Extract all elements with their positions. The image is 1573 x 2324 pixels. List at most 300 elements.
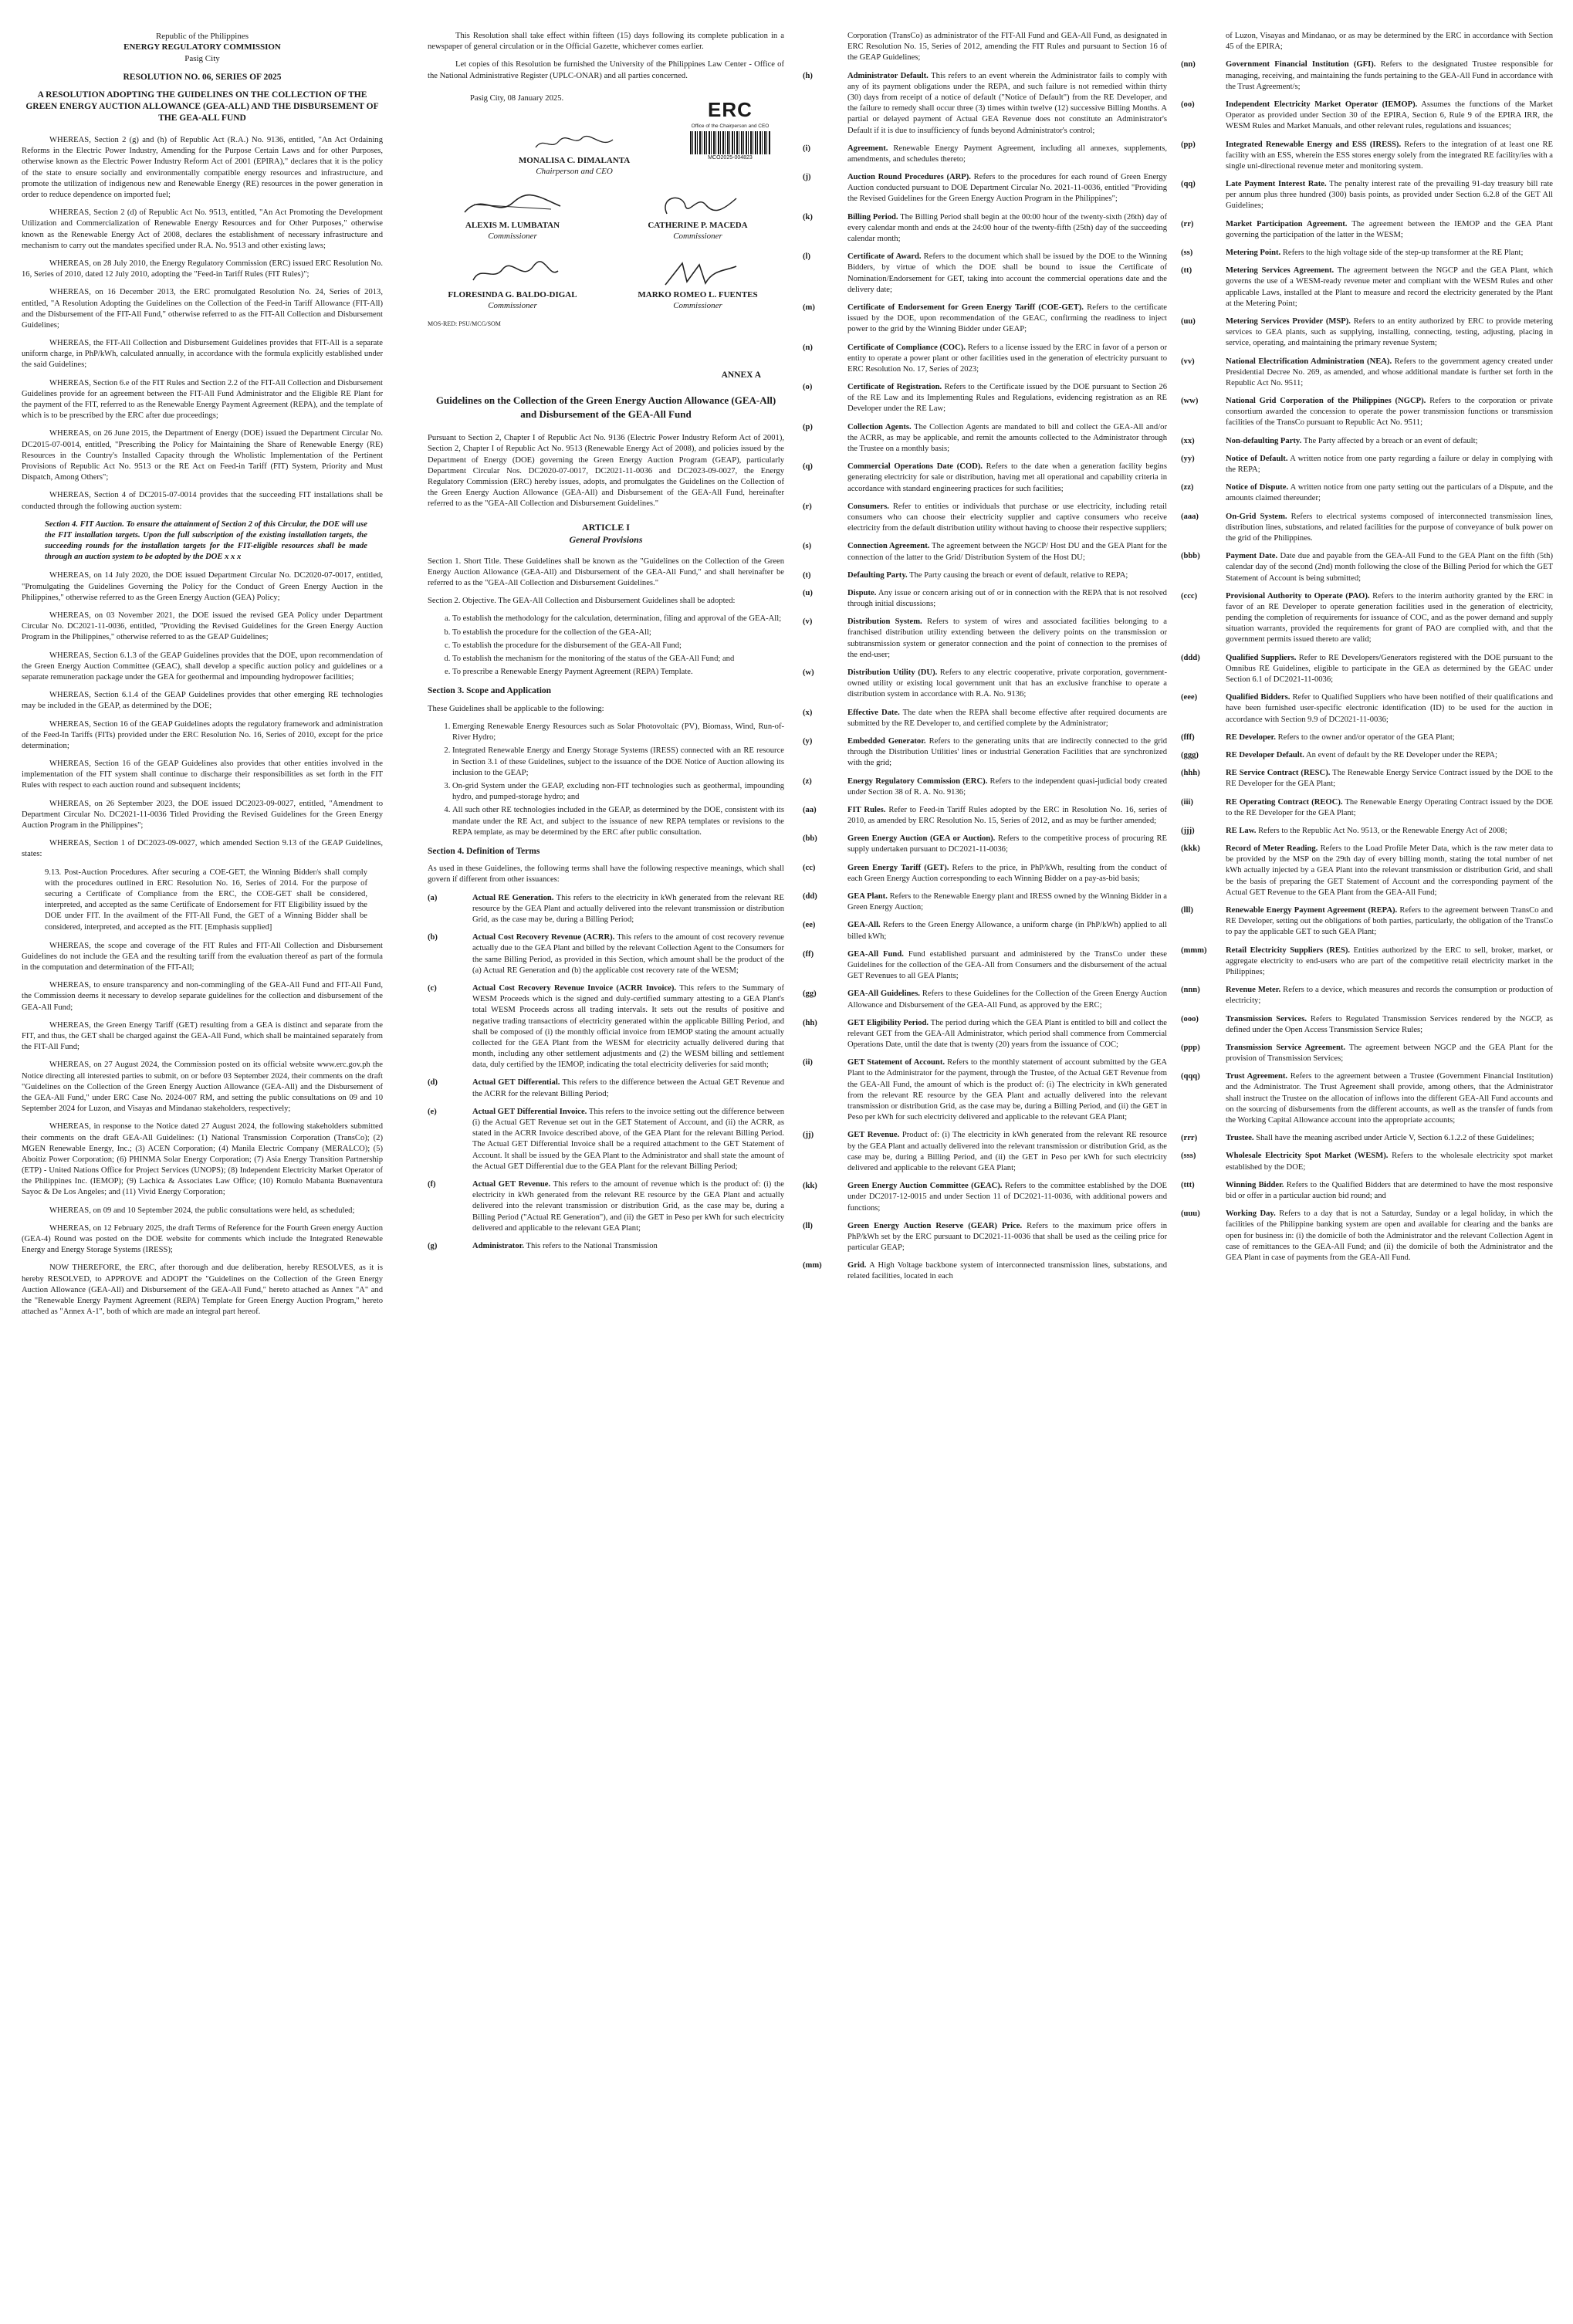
definition-key: (b) bbox=[428, 933, 438, 942]
definition-term: Wholesale Electricity Spot Market (WESM). bbox=[1226, 1152, 1389, 1161]
whereas-clause: WHEREAS, Section 16 of the GEAP Guidelines also provides that other entities involved in the implementation of the FIT system shall continue to discharge their responsibilities as set forth in the FIT Rules with respect to each auction round and subsequent incidents; bbox=[22, 759, 383, 790]
definition-term: Market Participation Agreement. bbox=[1226, 219, 1348, 228]
definition-key: (y) bbox=[803, 736, 813, 746]
list-item: c. To establish the procedure for the disbursement of the GEA-All Fund; bbox=[452, 641, 784, 651]
definition-text: Refers to these Guidelines for the Collection of the Green Energy Auction Allowance and Disbursement of the GEA-All Fund, as approved by the ERC; bbox=[847, 989, 1167, 1010]
guidelines-title: Guidelines on the Collection of the Green Energy Auction Allowance (GEA-All) and Disbursement of the GEA-All Fund bbox=[435, 394, 776, 420]
definition-item bbox=[803, 949, 1167, 983]
definition-term: On-Grid System. bbox=[1226, 512, 1287, 521]
definition-item bbox=[803, 708, 1167, 729]
definition-item bbox=[1181, 1151, 1553, 1172]
definition-item bbox=[1181, 100, 1553, 133]
definition-key: (lll) bbox=[1181, 906, 1193, 915]
definition-item bbox=[1181, 179, 1553, 212]
definition-item bbox=[803, 172, 1167, 205]
definition-term: GEA Plant. bbox=[847, 892, 888, 901]
definition-term: GEA-All Fund. bbox=[847, 949, 904, 959]
definition-term: Late Payment Interest Rate. bbox=[1226, 180, 1327, 189]
definition-text: The agreement between NGCP and the GEA Plant for the provision of Transmission Services; bbox=[1226, 1043, 1553, 1064]
definition-body bbox=[847, 382, 1167, 415]
definition-key: (eee) bbox=[1181, 693, 1198, 702]
definition-key: (vv) bbox=[1181, 357, 1195, 366]
definition-body bbox=[847, 212, 1167, 245]
definition-key: (u) bbox=[803, 588, 813, 597]
pursuant-clause: Pursuant to Section 2, Chapter I of Republic Act No. 9136 (Electric Power Industry Reform Act of 2001), Section 2, Chapter I of Republic Act No. 9513 (Renewable Energy Act of 2008), and policies issued by the Department of Energy (DOE) governing the Green Energy Auction Program (GEAP), particularly Department Circular Nos. DC2020-07-0017, DC2021-11-0036 and DC2023-09-0027, the Energy Regulatory Commission (ERC) hereby issues, adopts, and promulgates the Guidelines on the Collection of the Green Energy Auction Allowance (GEA-All) and Disbursement of the GEA-All Fund, hereinafter referred to as the "GEA-All Collection and Disbursement Guidelines." bbox=[428, 434, 784, 509]
definition-body bbox=[1226, 59, 1553, 93]
commissioner-role: Commissioner bbox=[488, 232, 537, 242]
definition-key: (j) bbox=[803, 173, 811, 182]
definition-term: RE Developer Default. bbox=[1226, 750, 1304, 759]
commissioner-role: Commissioner bbox=[673, 301, 722, 311]
definition-key: (x) bbox=[803, 708, 813, 717]
definition-key: (p) bbox=[803, 422, 813, 431]
definition-term: Green Energy Auction Committee (GEAC). bbox=[847, 1182, 1003, 1191]
commissioner-signatory bbox=[617, 189, 779, 242]
definition-term: Qualified Suppliers. bbox=[1226, 653, 1297, 662]
definition-body bbox=[1226, 768, 1553, 790]
definition-term: Certificate of Endorsement for Green Energy Tariff (COE-GET). bbox=[847, 303, 1084, 312]
definition-body bbox=[1226, 436, 1553, 447]
definition-text: The Renewable Energy Operating Contract issued by the DOE to the RE Developer for the GEA Plant; bbox=[1226, 797, 1553, 817]
definition-key: (mmm) bbox=[1181, 945, 1207, 955]
definition-body bbox=[847, 863, 1167, 885]
definition-item bbox=[803, 920, 1167, 942]
definition-body bbox=[847, 588, 1167, 610]
definition-key: (rr) bbox=[1181, 219, 1194, 228]
definition-text: The Collection Agents are mandated to bill and collect the GEA-All and/or the ACRR, as may be applicable, and remit the amounts collected to the Administrator through the Trustee on a monthly basis; bbox=[847, 422, 1167, 453]
section-4-title: Section 4. Definition of Terms bbox=[428, 846, 540, 856]
definition-text: Refers to electrical systems composed of interconnected transmission lines, distribution lines, substations, and related facilities for the purpose of conveyance of bulk power on the grid of the Philippines. bbox=[1226, 512, 1553, 543]
signature-icon bbox=[458, 189, 567, 220]
definition-text: Refers to the generating units that are indirectly connected to the grid through the Distribution Utilities' lines or industrial Generation Facilities that are synchronized with the grid; bbox=[847, 736, 1167, 768]
list-item: 2. Integrated Renewable Energy and Energy Storage Systems (IRESS) connected with an RE resource in Section 3.1 of these Guidelines, subject to the issuance of the DOE Notice of Auction allowing its inclusion to the GEAP; bbox=[452, 746, 784, 779]
definition-key: (t) bbox=[803, 570, 811, 580]
definition-term: Payment Date. bbox=[1226, 552, 1278, 561]
definition-item bbox=[428, 932, 784, 976]
definition-text: This refers to the Summary of WESM Proceeds which is the signed and duly-certified summary attesting to a GEA Plant's total WESM Proceeds across all trading intervals. It sets out the results of positive and negative trading transactions of electricity generated within the applicable Billing Period, and shall be composed of (i) the monthly official invoice from IEMOP stating the amount actually collected for the GEA Plant from the WESM for electricity actually delivered during that month, including any other settlement adjustments and (2) the WESM billing and settlement data, duly certified by the IEMOP, indicating the total electricity deliveries for said month; bbox=[472, 983, 784, 1070]
definition-body bbox=[472, 1077, 784, 1099]
definition-key: (nnn) bbox=[1181, 986, 1200, 995]
whereas-clause: WHEREAS, Section 6.1.3 of the GEAP Guidelines provides that the DOE, upon recommendation of the Green Energy Auction Committee (GEAC), shall develop a specific auction policy and guidelines or a separate remuneration package under the GEA for geothermal and impounding hydropower facilities; bbox=[22, 651, 383, 682]
definition-body bbox=[847, 1221, 1167, 1254]
definition-item bbox=[803, 541, 1167, 563]
definition-term: Actual GET Revenue. bbox=[472, 1179, 551, 1189]
whereas-clause: WHEREAS, on 16 December 2013, the ERC promulgated Resolution No. 24, Series of 2013, entitled, "A Resolution Adopting the Guidelines on the Collection of the Feed-in Tariff Allowance (FIT-All) and the Disbursement of the FIT-All Fund," otherwise referred to as the FIT-All Collection and Disbursement Guidelines; bbox=[22, 288, 383, 330]
effectivity-clause: This Resolution shall take effect within fifteen (15) days following its complete publication in a newspaper of general circulation or in the Official Gazette, whichever comes earlier. bbox=[428, 32, 784, 52]
definition-text: This refers to the National Transmission bbox=[526, 1241, 658, 1250]
definition-text: Any issue or concern arising out of or in connection with the REPA that is not resolved through initial discussions; bbox=[847, 588, 1167, 609]
definition-key: (nn) bbox=[1181, 60, 1196, 69]
definition-body bbox=[847, 1018, 1167, 1051]
definition-body bbox=[1226, 1014, 1553, 1036]
definition-term: Administrator. bbox=[472, 1241, 524, 1250]
definition-key: (qqq) bbox=[1181, 1072, 1200, 1081]
whereas-clause: WHEREAS, Section 2 (d) of Republic Act No. 9513, entitled, "An Act Promoting the Development Utilization and Commercialization of Renewable Energy Resources and for Other Purposes," otherwise known as the Renewable Energy Act of 2008, declares the establishment of necessary infrastructure and mechanism to carry out the mandates specified under R.A. No. 9513 and other existing laws; bbox=[22, 208, 383, 250]
definition-key: (f) bbox=[428, 1179, 436, 1189]
column-4 bbox=[1181, 31, 1553, 2309]
definition-key: (i) bbox=[803, 144, 810, 153]
definition-body bbox=[1226, 551, 1553, 584]
definition-body bbox=[1226, 512, 1553, 545]
definition-text: This refers to the electricity in kWh generated from the relevant RE resource by the GEA Plant and actually delivered into the relevant transmission or distribution Grid, as the case may be, during a Billing Period; bbox=[472, 893, 784, 925]
definition-text: Refers to the agreement between a Trustee (Government Financial Institution) and the Administrator. The Trust Agreement shall provide, among others, that the Administrator shall instruct the Trustee on the allocation of inflows into the different GEA-All Fund accounts and on the sourcing of disbursements from the different accounts, as well as the transfer of funds from the Working Capital Allowance account into the appropriate accounts; bbox=[1226, 1072, 1553, 1125]
definition-text: Refers to the government agency created under Presidential Decree No. 269, as amended, and whose additional mandate is further set forth in the Republic Act No. 9511; bbox=[1226, 357, 1553, 387]
definition-item bbox=[803, 834, 1167, 855]
erc-receipt-stamp bbox=[684, 96, 776, 162]
definition-term: RE Service Contract (RESC). bbox=[1226, 769, 1331, 778]
definition-body bbox=[847, 834, 1167, 855]
definition-item bbox=[1181, 945, 1553, 979]
definition-text: This refers to an event wherein the Administrator fails to comply with any of its payment obligations under the REPA, and such failure is not remedied within thirty (30) days from receipt of a notice of default ("Notice of Default") from the RE Developer, and the failure to remedy shall occur three (3) times within twelve (12) successive Billing Months. A partial or delayed payment of Actual GEA Revenue does not constitute an Administrator's Default if it is due to insufficiency of funds beyond Administrator's control; bbox=[847, 71, 1167, 135]
definition-item bbox=[428, 1241, 784, 1252]
definition-term: Metering Services Provider (MSP). bbox=[1226, 316, 1351, 326]
definition-term: Actual Cost Recovery Revenue Invoice (ACRR Invoice). bbox=[472, 983, 677, 993]
definition-body bbox=[847, 668, 1167, 701]
definition-text: Date due and payable from the GEA-All Fund to the GEA Plant on the fifth (5th) calendar day of the second (2nd) month following the close of the Billing Period for which the GET Statement of Account is being submitted; bbox=[1226, 552, 1553, 583]
column-2 bbox=[428, 31, 784, 2309]
definition-item bbox=[1181, 591, 1553, 646]
definition-body bbox=[847, 252, 1167, 296]
signature-icon bbox=[651, 189, 744, 220]
definition-term: Certificate of Award. bbox=[847, 252, 922, 262]
definition-text: Renewable Energy Payment Agreement, including all annexes, supplements, amendments, and schedules thereto; bbox=[847, 144, 1167, 164]
definition-term: Transmission Service Agreement. bbox=[1226, 1043, 1346, 1052]
whereas-clause: WHEREAS, on 26 June 2015, the Department of Energy (DOE) issued the Department Circular No. DC2015-07-0014, entitled, "Prescribing the Policy for Maintaining the Share of Renewable Energy (RE) Resources in the Country's Installed Capacity through the Wholistic Implementation of the Pertinent Provisions of Republic Act No. 9513 or the RE Act on Feed-in Tariff (FIT) System, Priority and Must Dispatch, Among Others"; bbox=[22, 429, 383, 482]
article-subheading: General Provisions bbox=[569, 533, 643, 545]
definition-item bbox=[803, 1130, 1167, 1174]
definition-body bbox=[1226, 826, 1553, 837]
definition-key: (dd) bbox=[803, 892, 817, 901]
definition-item bbox=[1181, 266, 1553, 310]
definition-text: Product of: (i) The electricity in kWh generated from the relevant RE resource by the GEA Plant and actually delivered into the relevant transmission or distribution Grid, as the case may be, during a Billing Period, and (ii) the GET in Peso per kWh for such electricity delivered and applicable to the relevant GEA Plant; bbox=[847, 1131, 1167, 1172]
definition-text: Refer to RE Developers/Generators registered with the DOE pursuant to the Omnibus RE Guidelines, eligible to participate in the GEA as determined by the GEAC under Section 6.1 of DC2021-11-0036; bbox=[1226, 653, 1553, 684]
definition-term: Independent Electricity Market Operator (IEMOP). bbox=[1226, 100, 1418, 109]
block-quote: Section 4. FIT Auction. To ensure the attainment of Section 2 of this Circular, the DOE will use the FIT installation targets. Upon the full subscription of the existing installation targets, the succeeding rounds for the installation targets for the FIT-eligible resources shall be made through an auction system to be adopted by the DOE x x x bbox=[45, 519, 367, 562]
definition-item bbox=[803, 382, 1167, 415]
definition-term: Notice of Default. bbox=[1226, 454, 1288, 463]
definition-text: Refers to the monthly statement of account submitted by the GEA Plant to the Administrator for the payment, through the Trustee, of the Actual GET Revenue from the GEA-All Fund, the amount of which is the product of: (i) The electricity in kWh generated from the relevant RE resource by the GEA Plant and actually delivered into the relevant transmission or distribution Grid, as the case may be, during a Billing Period, and (ii) the GET in Peso per kWh for such electricity delivered and applicable to the relevant GEA Plant; bbox=[847, 1058, 1167, 1122]
definition-text: Refers to an entity authorized by ERC to provide metering services to GEA plants, such as supplying, installing, connecting, testing, adjusting, placing in service, operating, and maintaining the primary revenue System; bbox=[1226, 316, 1553, 348]
definition-body bbox=[1226, 1133, 1553, 1144]
definition-text: The agreement between the IEMOP and the GEA Plant governing the participation of the latter in the WESM; bbox=[1226, 219, 1553, 239]
definition-text: The date when the REPA shall become effective after required documents are submitted by the RE Developer to, and certified complete by the Administrator; bbox=[847, 708, 1167, 728]
definition-text: Refers to the maximum price offers in PhP/kWh set by the ERC pursuant to DC2021-11-0036 that shall be used as the ceiling price for particular GEAP; bbox=[847, 1221, 1167, 1253]
definition-key: (ww) bbox=[1181, 397, 1199, 406]
definition-term: Actual GET Differential Invoice. bbox=[472, 1107, 587, 1116]
definition-item bbox=[803, 502, 1167, 535]
definition-item bbox=[1181, 1209, 1553, 1263]
definition-text: Refers to the wholesale electricity spot market established by the DOE; bbox=[1226, 1152, 1553, 1172]
erc-logo: ERC bbox=[708, 97, 753, 121]
letterhead bbox=[22, 31, 383, 64]
definition-body bbox=[847, 541, 1167, 563]
definition-key: (ccc) bbox=[1181, 591, 1198, 600]
definition-term: Green Energy Tariff (GET). bbox=[847, 863, 949, 872]
definition-term: Green Energy Auction (GEA or Auction). bbox=[847, 834, 996, 844]
whereas-clause: WHEREAS, on 12 February 2025, the draft Terms of Reference for the Fourth Green energy Auction (GEA-4) Round was posted on the DOE website for comments which include the Integrated Renewable Energy and Energy Storage Systems (IRESS); bbox=[22, 1223, 383, 1255]
definition-key: (fff) bbox=[1181, 732, 1195, 742]
definition-key: (ppp) bbox=[1181, 1043, 1200, 1052]
definition-text: Refers to the agreement between TransCo and RE Developer, setting out the obligations of both parties, particularly, the obligation of the TransCo to pay the applicable GET to such GEA Plant; bbox=[1226, 906, 1553, 937]
definition-item bbox=[803, 776, 1167, 798]
list-item: 4. All such other RE technologies included in the GEAP, as determined by the DOE, consistent with its mandate under the RE Act, and subject to the issuance of new REPA templates or revisions to the REPA template, as may be determined by the ERC after public consultation. bbox=[452, 805, 784, 838]
definition-text: Refers to the Republic Act No. 9513, or the Renewable Energy Act of 2008; bbox=[1258, 826, 1507, 835]
whereas-clause: WHEREAS, on 14 July 2020, the DOE issued Department Circular No. DC2020-07-0017, entitled, "Promulgating the Guidelines Governing the Policy for the Conduct of Green Energy Auction in the Philippines," otherwise referred to as the Green Energy Auction (GEA) Policy; bbox=[22, 571, 383, 602]
definition-term: RE Law. bbox=[1226, 826, 1257, 835]
definition-key: (hh) bbox=[803, 1018, 817, 1027]
signature-block bbox=[428, 89, 784, 367]
definitions-list bbox=[803, 71, 1167, 1283]
signature-icon bbox=[462, 259, 563, 289]
definition-term: Consumers. bbox=[847, 502, 889, 511]
commissioner-name: FLORESINDA G. BALDO-DIGAL bbox=[448, 289, 577, 299]
definition-body bbox=[847, 776, 1167, 798]
definition-term: Trust Agreement. bbox=[1226, 1072, 1288, 1081]
definition-text: Assumes the functions of the Market Operator as provided under Section 30 of the EPIRA, Section 6, Rule 9 of the EPIRA IRR, the WESM Rules and Market Manuals, and other relevant rules, regulations and issuances; bbox=[1226, 100, 1553, 131]
definition-item bbox=[428, 983, 784, 1071]
definition-text: The agreement between the NGCP and the GEA Plant, which governs the use of a WESM-ready revenue meter and compliant with the WESM Rules and other applicable Laws, installed at the Plant to measure and record the electricity generated by the Plant at the Metering Point; bbox=[1226, 266, 1553, 308]
definition-item bbox=[1181, 1071, 1553, 1126]
definition-text: A High Voltage backbone system of interconnected transmission lines, substations, and related facilities, located in each bbox=[847, 1261, 1167, 1281]
definition-term: RE Developer. bbox=[1226, 732, 1276, 742]
definition-term: Actual Cost Recovery Revenue (ACRR). bbox=[472, 933, 615, 942]
definition-term: Transmission Services. bbox=[1226, 1014, 1307, 1023]
definition-item bbox=[1181, 316, 1553, 350]
definition-term: Certificate of Compliance (COC). bbox=[847, 343, 966, 352]
whereas-clause: WHEREAS, in response to the Notice dated 27 August 2024, the following stakeholders submitted their comments on the draft GEA-All Guidelines: (1) National Transmission Corporation (TransCo); (2) MGEN Renewable Energy, Inc.; (3) ACEN Corporation; (4) Manila Electric Company (MERALCO); (5) Aboitiz Power Corporation; (6) PHINMA Solar Energy Corporation; (7) Asia Energy Transition Partnership (ETP) - United Nations Office for Project Services (UNOPS); (8) Independent Electricity Market Operator of the Philippines Inc. (IEMOP); (9) Lachica & Associates Law Office; (10) Romulo Mabanta Buenaventura Sayoc & De Los Angeles; and (11) Vivid Energy Corporation; bbox=[22, 1122, 383, 1197]
definition-text: Refers to the Green Energy Allowance, a uniform charge (in PhP/kWh) applied to all billed kWh; bbox=[847, 921, 1167, 941]
definition-text: The agreement between the NGCP/ Host DU and the GEA Plant for the connection of the latter to the Grid/ Distribution System of the Host DU; bbox=[847, 542, 1167, 562]
staff-initials: MOS-RED: PSU/MCG/SOM bbox=[428, 320, 501, 327]
definition-item bbox=[1181, 985, 1553, 1006]
definition-term: Renewable Energy Payment Agreement (REPA). bbox=[1226, 906, 1398, 915]
definition-key: (ss) bbox=[1181, 249, 1193, 257]
definition-body bbox=[472, 893, 784, 926]
definition-item bbox=[1181, 454, 1553, 475]
definition-item bbox=[1181, 248, 1553, 259]
definition-body bbox=[1226, 945, 1553, 979]
definition-item bbox=[803, 462, 1167, 495]
list-item: 3. On-grid System under the GEAP, excluding non-FIT technologies such as geothermal, impounding hydro, and pumped-storage hydro; and bbox=[452, 781, 784, 803]
whereas-clause: WHEREAS, the Green Energy Tariff (GET) resulting from a GEA is distinct and separate from the FIT, and thus, the GET shall be charged against the GEA-All Fund, which shall be maintained separately from the FIT-All Fund; bbox=[22, 1020, 383, 1052]
signature-icon bbox=[651, 259, 744, 289]
definition-term: Commercial Operations Date (COD). bbox=[847, 462, 983, 472]
definition-key: (yy) bbox=[1181, 454, 1195, 463]
list-item: e. To prescribe a Renewable Energy Payment Agreement (REPA) Template. bbox=[452, 667, 784, 678]
definition-key: (pp) bbox=[1181, 140, 1196, 149]
definition-text: A written notice from one party regarding a failure or delay in complying with the REPA; bbox=[1226, 454, 1553, 474]
definition-key: (qq) bbox=[1181, 180, 1196, 189]
definition-body bbox=[1226, 750, 1553, 761]
definition-term: Energy Regulatory Commission (ERC). bbox=[847, 776, 988, 786]
definition-item bbox=[1181, 551, 1553, 584]
definition-key: (q) bbox=[803, 462, 813, 472]
whereas-clause: WHEREAS, Section 1 of DC2023-09-0027, which amended Section 9.13 of the GEAP Guidelines, states: bbox=[22, 839, 383, 859]
chair-name: MONALISA C. DIMALANTA bbox=[518, 155, 631, 165]
whereas-clause: WHEREAS, on 27 August 2024, the Commission posted on its official website www.erc.gov.ph the Notice directing all interested parties to submit, on or before 03 September 2024, their comments on the draft "Guidelines on the Collection of the Green Energy Auction Allowance (GEA-All) and the Disbursement of the GEA-All Fund," under ERC Case No. 2024-007 RM, and setting the public consultations on 09 and 10 September 2024 for Luzon, and Visayas and Mindanao stakeholders, respectively; bbox=[22, 1061, 383, 1114]
definition-key: (aa) bbox=[803, 805, 817, 814]
definition-item bbox=[1181, 797, 1553, 819]
definition-item bbox=[1181, 692, 1553, 726]
definition-item bbox=[803, 252, 1167, 296]
definition-body bbox=[847, 570, 1167, 581]
definition-body bbox=[1226, 140, 1553, 173]
definition-key: (w) bbox=[803, 668, 814, 677]
city-line: Pasig City bbox=[184, 53, 220, 63]
definition-body bbox=[847, 1181, 1167, 1214]
definition-key: (e) bbox=[428, 1107, 437, 1116]
definition-key: (bbb) bbox=[1181, 552, 1200, 561]
definition-key: (o) bbox=[803, 383, 813, 392]
definition-item bbox=[803, 891, 1167, 913]
whereas-clause: WHEREAS, on 09 and 10 September 2024, the public consultations were held, as scheduled; bbox=[49, 1206, 355, 1215]
definition-item bbox=[1181, 219, 1553, 241]
definition-text: Refers to the owner and/or operator of the GEA Plant; bbox=[1277, 732, 1455, 742]
commissioner-signatory bbox=[428, 259, 597, 312]
furnish-clause: Let copies of this Resolution be furnished the University of the Philippines Law Center - Office of the National Administrative Register (UPLC-ONAR) and all parties concerned. bbox=[428, 60, 784, 80]
definition-term: Defaulting Party. bbox=[847, 570, 908, 580]
definition-text: An event of default by the RE Developer under the REPA; bbox=[1305, 750, 1497, 759]
definition-body bbox=[847, 708, 1167, 729]
definition-item bbox=[803, 1221, 1167, 1254]
definition-body bbox=[847, 1130, 1167, 1174]
definition-item bbox=[803, 863, 1167, 885]
signature-icon bbox=[528, 129, 621, 155]
definitions-list bbox=[1181, 59, 1553, 1263]
article-heading: ARTICLE I bbox=[582, 521, 630, 533]
definition-item bbox=[1181, 844, 1553, 898]
commissioner-name: CATHERINE P. MACEDA bbox=[648, 220, 748, 230]
barcode-icon bbox=[690, 131, 770, 154]
definition-body bbox=[1226, 1071, 1553, 1126]
definition-key: (ggg) bbox=[1181, 750, 1199, 759]
definition-key: (kkk) bbox=[1181, 844, 1200, 854]
definition-term: Billing Period. bbox=[847, 212, 898, 222]
definition-item bbox=[803, 1181, 1167, 1214]
definition-key: (g) bbox=[428, 1241, 438, 1250]
definition-body bbox=[847, 172, 1167, 205]
definition-body bbox=[847, 949, 1167, 983]
definition-term: Metering Services Agreement. bbox=[1226, 266, 1335, 276]
definition-term: Green Energy Auction Reserve (GEAR) Price. bbox=[847, 1221, 1023, 1230]
whereas-clause: WHEREAS, Section 16 of the GEAP Guidelines adopts the regulatory framework and administration of the Feed-In Tariffs (FITs) provided under the ERC Resolution No. 16, Series of 2010, except for the price determination; bbox=[22, 719, 383, 750]
definition-text: This refers to the difference between the Actual GET Revenue and the ACRR for the relevant Billing Period; bbox=[472, 1078, 784, 1098]
definition-term: GEA-All. bbox=[847, 921, 881, 930]
definition-body bbox=[1226, 1209, 1553, 1263]
definition-text: A written notice from one party setting out the particulars of a Dispute, and the amounts claimed thereunder; bbox=[1226, 483, 1553, 503]
definition-body bbox=[1226, 179, 1553, 212]
definition-term: Dispute. bbox=[847, 588, 877, 597]
definition-key: (jjj) bbox=[1181, 826, 1195, 835]
definition-text: Refers to the Load Profile Meter Data, which is the raw meter data to be provided by the MSP on the 29th day of every billing month, stating the total number of net kWh actually injected by a GEA Plant into the relevant transmission or distribution Grid, and shall be the basis of preparing the GET Statement of Account and the corresponding payment of the Actual GET Revenue to the GEA Plant from the GEA-All Fund; bbox=[1226, 844, 1553, 897]
definition-item bbox=[1181, 826, 1553, 837]
barcode-number: MCO2025-004823 bbox=[708, 155, 753, 161]
definition-item bbox=[1181, 482, 1553, 504]
definition-item bbox=[803, 1260, 1167, 1282]
definition-key: (uuu) bbox=[1181, 1209, 1200, 1219]
section-4-lead: As used in these Guidelines, the following terms shall have the following respective meanings, which shall govern if different from other issuances: bbox=[428, 864, 784, 885]
definition-text: Refers to the Qualified Bidders that are determined to have the most responsive bid or offer in a particular auction bid round; and bbox=[1226, 1180, 1553, 1200]
section-3-title: Section 3. Scope and Application bbox=[428, 686, 552, 696]
section-2: Section 2. Objective. The GEA-All Collection and Disbursement Guidelines shall be adopted: bbox=[428, 597, 736, 606]
definition-text: Refers to system of wires and associated facilities belonging to a franchised distribution utility extending between the delivery points on the transmission or subtransmission system or generator connection and the point of connection to the premises of the end-user; bbox=[847, 617, 1167, 659]
definition-key: (cc) bbox=[803, 863, 816, 872]
definition-key: (aaa) bbox=[1181, 512, 1199, 521]
definition-text: Refers to a license issued by the ERC in favor of a person or entity to operate a power plant or other facilities used in the generation of electricity pursuant to ERC Resolution No. 17, Series of 2023; bbox=[847, 343, 1167, 374]
definition-text: Refers to a day that is not a Saturday, Sunday or a legal holiday, in which the facilities of the Philippine banking system are open and available for clearing and the banks are open for business in: (i) the domicile of both the Administrator and the relevant Collection Agent in case of remittances to the GEA-All Fund; and (ii) the domicile of both the Administrator and the GEA Plant in case of payments from the GEA-All Fund. bbox=[1226, 1209, 1553, 1262]
definitions-list bbox=[428, 893, 784, 1252]
definition-item bbox=[803, 588, 1167, 610]
definition-body bbox=[472, 1241, 784, 1252]
definition-term: Grid. bbox=[847, 1261, 867, 1270]
whereas-clause: WHEREAS, on 28 July 2010, the Energy Regulatory Commission (ERC) issued ERC Resolution No. 16, Series of 2010, dated 12 July 2010, adopting the "Feed-in Tariff Rules (FIT Rules)"; bbox=[22, 259, 383, 279]
definition-text: Refers to the designated Trustee responsible for managing, receiving, and maintaining the funds pertaining to the GEA-All Fund in accordance with the Trust Agreement/s; bbox=[1226, 60, 1553, 91]
definition-key: (h) bbox=[803, 71, 813, 80]
definition-key: (oo) bbox=[1181, 100, 1195, 109]
definition-key: (n) bbox=[803, 343, 813, 352]
commissioner-signatory bbox=[428, 189, 597, 242]
definition-key: (bb) bbox=[803, 834, 817, 844]
whereas-clause: WHEREAS, Section 2 (g) and (h) of Republic Act (R.A.) No. 9136, entitled, "An Act Ordaining Reforms in the Electric Power Industry, Amending for the Purpose Certain Laws and for other Purposes, otherwise known as the Electric Power Industry Reform Act of 2001 (EPIRA)," declares that it is the policy of the state to ensure socially and environmentally compatible energy resources and infrastructure, and promote the utilization of indigenous new and Renewable Energy (RE) resources in the power generation in order to reduce dependence on imported fuel; bbox=[22, 136, 383, 200]
chair-signatory bbox=[497, 129, 651, 178]
place-date: Pasig City, 08 January 2025. bbox=[470, 93, 564, 103]
definition-body bbox=[1226, 316, 1553, 350]
column-1 bbox=[22, 31, 383, 2309]
definition-text: Refers to any electric cooperative, private corporation, government-owned utility or existing local government unit that has an exclusive franchise to operate a distribution system in accordance with R.A. No. 9136; bbox=[847, 668, 1167, 699]
definition-term: Certificate of Registration. bbox=[847, 383, 942, 392]
definition-term: Connection Agreement. bbox=[847, 542, 930, 551]
definition-term: RE Operating Contract (REOC). bbox=[1226, 797, 1343, 807]
definition-term: Qualified Bidders. bbox=[1226, 693, 1291, 702]
definition-item bbox=[1181, 1133, 1553, 1144]
commissioner-role: Commissioner bbox=[673, 232, 722, 242]
definition-term: National Grid Corporation of the Philippines (NGCP). bbox=[1226, 397, 1426, 406]
definition-key: (ll) bbox=[803, 1221, 813, 1230]
definition-item bbox=[803, 422, 1167, 455]
definition-term: Government Financial Institution (GFI). bbox=[1226, 60, 1376, 69]
definition-key: (zz) bbox=[1181, 483, 1194, 492]
definition-body bbox=[847, 502, 1167, 535]
commissioner-signatory bbox=[617, 259, 779, 312]
definition-body bbox=[1226, 266, 1553, 310]
definition-item bbox=[1181, 512, 1553, 545]
definition-term: Working Day. bbox=[1226, 1209, 1276, 1219]
definition-item bbox=[803, 343, 1167, 376]
definition-text: The Billing Period shall begin at the 00:00 hour of the twenty-sixth (26th) day of every calendar month and ends at the 24:00 hour of the twenty-fifth (25th) day of the succeeding calendar month; bbox=[847, 212, 1167, 243]
definition-body bbox=[847, 736, 1167, 770]
definition-text: Shall have the meaning ascribed under Article V, Section 6.1.2.2 of these Guidelines; bbox=[1256, 1134, 1534, 1143]
definition-body bbox=[472, 1179, 784, 1234]
definition-text: Refers to the corporation or private consortium awarded the concession to operate the power transmission functions or transmission facilities of the TransCo pursuant to Republic Act No. 9511; bbox=[1226, 397, 1553, 428]
definition-body bbox=[1226, 482, 1553, 504]
definition-text: Refer to Qualified Suppliers who have been notified of their qualifications and have been furnished user-specific electronic identification (ID) to be used for the auction in accordance with Section 9.9 of DC2021-11-0036; bbox=[1226, 693, 1553, 724]
definition-term: Effective Date. bbox=[847, 708, 900, 717]
definition-item bbox=[1181, 1043, 1553, 1064]
definition-item bbox=[1181, 1180, 1553, 1202]
definition-item bbox=[803, 144, 1167, 165]
definition-key: (d) bbox=[428, 1078, 438, 1088]
definition-body bbox=[1226, 905, 1553, 939]
definition-text: The Party affected by a breach or an event of default; bbox=[1303, 436, 1478, 445]
definition-body bbox=[1226, 692, 1553, 726]
definition-body bbox=[1226, 1043, 1553, 1064]
whereas-clause: WHEREAS, to ensure transparency and non-commingling of the GEA-All Fund and FIT-All Fund, the Commission deems it necessary to develop separate guidelines for the collection and disbursement of the GEA-All Fund; bbox=[22, 981, 383, 1012]
definition-text: The Party causing the breach or event of default, relative to REPA; bbox=[909, 570, 1128, 580]
definition-text: Refers to a device, which measures and records the consumption or production of electricity; bbox=[1226, 986, 1553, 1006]
list-item: 1. Emerging Renewable Energy Resources such as Solar Photovoltaic (PV), Biomass, Wind, Run-of-River Hydro; bbox=[452, 722, 784, 743]
definition-term: Actual RE Generation. bbox=[472, 893, 554, 902]
annex-label: ANNEX A bbox=[721, 370, 761, 380]
